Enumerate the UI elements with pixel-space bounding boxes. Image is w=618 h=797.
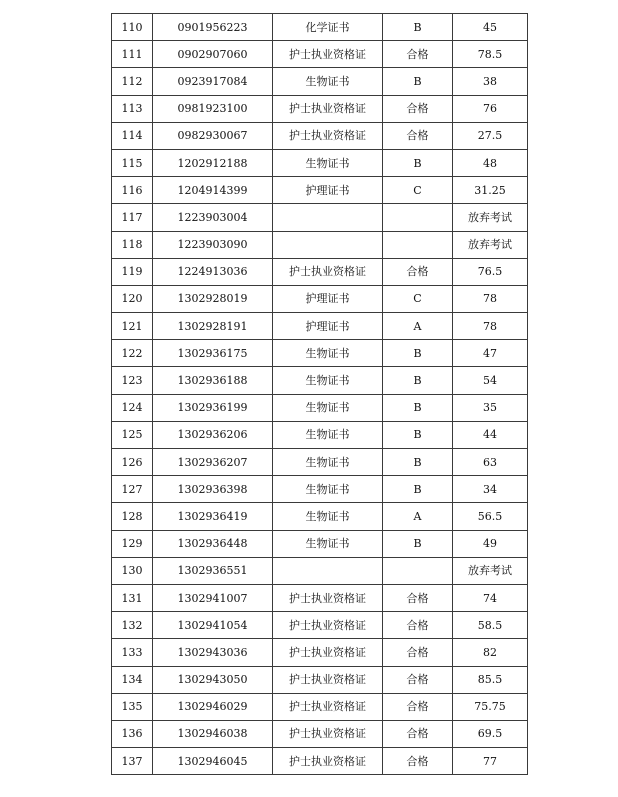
- table-row: [112, 449, 528, 476]
- grade-cell: B: [383, 340, 453, 367]
- score-cell: 63: [453, 449, 528, 476]
- grade-cell: B: [383, 68, 453, 95]
- candidate-id-cell: 1224913036: [153, 258, 273, 285]
- table-row: [112, 204, 528, 231]
- grade-cell: 合格: [383, 666, 453, 693]
- table-row: [112, 14, 528, 41]
- candidate-id-cell: 1223903090: [153, 231, 273, 258]
- score-cell: 76.5: [453, 258, 528, 285]
- grade-cell: [383, 231, 453, 258]
- certificate-cell: 护士执业资格证: [273, 720, 383, 747]
- row-number-cell: 114: [112, 122, 153, 149]
- score-cell: 34: [453, 476, 528, 503]
- candidate-id-cell: 1302941054: [153, 612, 273, 639]
- row-number-cell: 132: [112, 612, 153, 639]
- row-number-cell: 117: [112, 204, 153, 231]
- certificate-cell: 生物证书: [273, 68, 383, 95]
- certificate-cell: 护士执业资格证: [273, 693, 383, 720]
- table-body: [112, 14, 528, 775]
- table-row: [112, 122, 528, 149]
- score-cell: 56.5: [453, 503, 528, 530]
- row-number-cell: 127: [112, 476, 153, 503]
- row-number-cell: 123: [112, 367, 153, 394]
- score-cell: 85.5: [453, 666, 528, 693]
- row-number-cell: 126: [112, 449, 153, 476]
- score-cell: 75.75: [453, 693, 528, 720]
- score-cell: 74: [453, 584, 528, 611]
- row-number-cell: 112: [112, 68, 153, 95]
- row-number-cell: 118: [112, 231, 153, 258]
- grade-cell: 合格: [383, 584, 453, 611]
- candidate-id-cell: 0982930067: [153, 122, 273, 149]
- certificate-cell: 生物证书: [273, 367, 383, 394]
- certificate-cell: [273, 231, 383, 258]
- certificate-cell: 护士执业资格证: [273, 122, 383, 149]
- certificate-cell: [273, 204, 383, 231]
- candidate-id-cell: 1302928019: [153, 285, 273, 312]
- certificate-cell: 护士执业资格证: [273, 748, 383, 775]
- candidate-id-cell: 1302936448: [153, 530, 273, 557]
- score-cell: 82: [453, 639, 528, 666]
- certificate-cell: 护士执业资格证: [273, 41, 383, 68]
- certificate-cell: 护士执业资格证: [273, 666, 383, 693]
- candidate-id-cell: 1302936398: [153, 476, 273, 503]
- certificate-cell: 生物证书: [273, 530, 383, 557]
- row-number-cell: 128: [112, 503, 153, 530]
- grade-cell: 合格: [383, 41, 453, 68]
- grade-cell: [383, 204, 453, 231]
- table-row: [112, 693, 528, 720]
- table-row: [112, 68, 528, 95]
- candidate-id-cell: 0902907060: [153, 41, 273, 68]
- candidate-id-cell: 1302936551: [153, 557, 273, 584]
- row-number-cell: 136: [112, 720, 153, 747]
- grade-cell: 合格: [383, 122, 453, 149]
- row-number-cell: 137: [112, 748, 153, 775]
- certificate-cell: 护士执业资格证: [273, 612, 383, 639]
- row-number-cell: 133: [112, 639, 153, 666]
- grade-cell: B: [383, 394, 453, 421]
- grade-cell: 合格: [383, 612, 453, 639]
- grade-cell: A: [383, 503, 453, 530]
- certificate-cell: [273, 557, 383, 584]
- score-cell: 78.5: [453, 41, 528, 68]
- grade-cell: B: [383, 367, 453, 394]
- row-number-cell: 124: [112, 394, 153, 421]
- table-row: [112, 95, 528, 122]
- certificate-cell: 护理证书: [273, 285, 383, 312]
- score-cell: 48: [453, 149, 528, 176]
- certificate-cell: 生物证书: [273, 421, 383, 448]
- candidate-id-cell: 0981923100: [153, 95, 273, 122]
- table-row: [112, 421, 528, 448]
- grade-cell: B: [383, 449, 453, 476]
- candidate-id-cell: 1302936207: [153, 449, 273, 476]
- grade-cell: 合格: [383, 720, 453, 747]
- grade-cell: B: [383, 14, 453, 41]
- candidate-id-cell: 0923917084: [153, 68, 273, 95]
- score-cell: 78: [453, 285, 528, 312]
- candidate-id-cell: 1302936199: [153, 394, 273, 421]
- candidate-id-cell: 1302943050: [153, 666, 273, 693]
- certificate-cell: 护士执业资格证: [273, 258, 383, 285]
- candidate-id-cell: 1302946029: [153, 693, 273, 720]
- certificate-cell: 生物证书: [273, 476, 383, 503]
- table-row: [112, 584, 528, 611]
- score-cell: 49: [453, 530, 528, 557]
- score-cell: 47: [453, 340, 528, 367]
- candidate-id-cell: 1302946045: [153, 748, 273, 775]
- score-cell: 44: [453, 421, 528, 448]
- grade-cell: 合格: [383, 748, 453, 775]
- table-row: [112, 177, 528, 204]
- candidate-id-cell: 1302928191: [153, 313, 273, 340]
- candidate-id-cell: 1302943036: [153, 639, 273, 666]
- row-number-cell: 116: [112, 177, 153, 204]
- table-row: [112, 394, 528, 421]
- candidate-id-cell: 1202912188: [153, 149, 273, 176]
- score-cell: 69.5: [453, 720, 528, 747]
- score-cell: 45: [453, 14, 528, 41]
- table-row: [112, 720, 528, 747]
- grade-cell: 合格: [383, 95, 453, 122]
- score-cell: 54: [453, 367, 528, 394]
- grade-cell: B: [383, 476, 453, 503]
- score-cell: 58.5: [453, 612, 528, 639]
- grade-cell: 合格: [383, 639, 453, 666]
- score-cell: 放弃考试: [453, 231, 528, 258]
- certificate-cell: 护理证书: [273, 177, 383, 204]
- score-table: [111, 13, 528, 775]
- grade-cell: B: [383, 530, 453, 557]
- candidate-id-cell: 1302946038: [153, 720, 273, 747]
- table-row: [112, 612, 528, 639]
- grade-cell: [383, 557, 453, 584]
- row-number-cell: 120: [112, 285, 153, 312]
- table-row: [112, 340, 528, 367]
- table-row: [112, 748, 528, 775]
- score-cell: 35: [453, 394, 528, 421]
- certificate-cell: 护理证书: [273, 313, 383, 340]
- table-row: [112, 530, 528, 557]
- score-cell: 76: [453, 95, 528, 122]
- grade-cell: C: [383, 285, 453, 312]
- row-number-cell: 129: [112, 530, 153, 557]
- row-number-cell: 130: [112, 557, 153, 584]
- candidate-id-cell: 1302936188: [153, 367, 273, 394]
- row-number-cell: 122: [112, 340, 153, 367]
- grade-cell: C: [383, 177, 453, 204]
- table-row: [112, 639, 528, 666]
- row-number-cell: 119: [112, 258, 153, 285]
- candidate-id-cell: 0901956223: [153, 14, 273, 41]
- row-number-cell: 134: [112, 666, 153, 693]
- score-cell: 31.25: [453, 177, 528, 204]
- certificate-cell: 化学证书: [273, 14, 383, 41]
- candidate-id-cell: 1302936175: [153, 340, 273, 367]
- candidate-id-cell: 1302936206: [153, 421, 273, 448]
- table-row: [112, 313, 528, 340]
- score-cell: 27.5: [453, 122, 528, 149]
- candidate-id-cell: 1204914399: [153, 177, 273, 204]
- score-cell: 放弃考试: [453, 557, 528, 584]
- grade-cell: B: [383, 149, 453, 176]
- candidate-id-cell: 1302936419: [153, 503, 273, 530]
- row-number-cell: 131: [112, 584, 153, 611]
- table-row: [112, 666, 528, 693]
- certificate-cell: 护士执业资格证: [273, 639, 383, 666]
- row-number-cell: 111: [112, 41, 153, 68]
- table-row: [112, 476, 528, 503]
- grade-cell: 合格: [383, 258, 453, 285]
- certificate-cell: 生物证书: [273, 503, 383, 530]
- grade-cell: B: [383, 421, 453, 448]
- row-number-cell: 121: [112, 313, 153, 340]
- row-number-cell: 135: [112, 693, 153, 720]
- candidate-id-cell: 1223903004: [153, 204, 273, 231]
- certificate-cell: 生物证书: [273, 449, 383, 476]
- table-row: [112, 557, 528, 584]
- certificate-cell: 护士执业资格证: [273, 584, 383, 611]
- table-row: [112, 149, 528, 176]
- table-row: [112, 258, 528, 285]
- table-row: [112, 503, 528, 530]
- row-number-cell: 115: [112, 149, 153, 176]
- table-row: [112, 367, 528, 394]
- certificate-cell: 生物证书: [273, 149, 383, 176]
- row-number-cell: 110: [112, 14, 153, 41]
- grade-cell: 合格: [383, 693, 453, 720]
- table-row: [112, 285, 528, 312]
- score-cell: 78: [453, 313, 528, 340]
- row-number-cell: 113: [112, 95, 153, 122]
- candidate-id-cell: 1302941007: [153, 584, 273, 611]
- score-cell: 38: [453, 68, 528, 95]
- grade-cell: A: [383, 313, 453, 340]
- row-number-cell: 125: [112, 421, 153, 448]
- certificate-cell: 生物证书: [273, 394, 383, 421]
- score-cell: 77: [453, 748, 528, 775]
- certificate-cell: 护士执业资格证: [273, 95, 383, 122]
- certificate-cell: 生物证书: [273, 340, 383, 367]
- table-row: [112, 231, 528, 258]
- score-cell: 放弃考试: [453, 204, 528, 231]
- table-row: [112, 41, 528, 68]
